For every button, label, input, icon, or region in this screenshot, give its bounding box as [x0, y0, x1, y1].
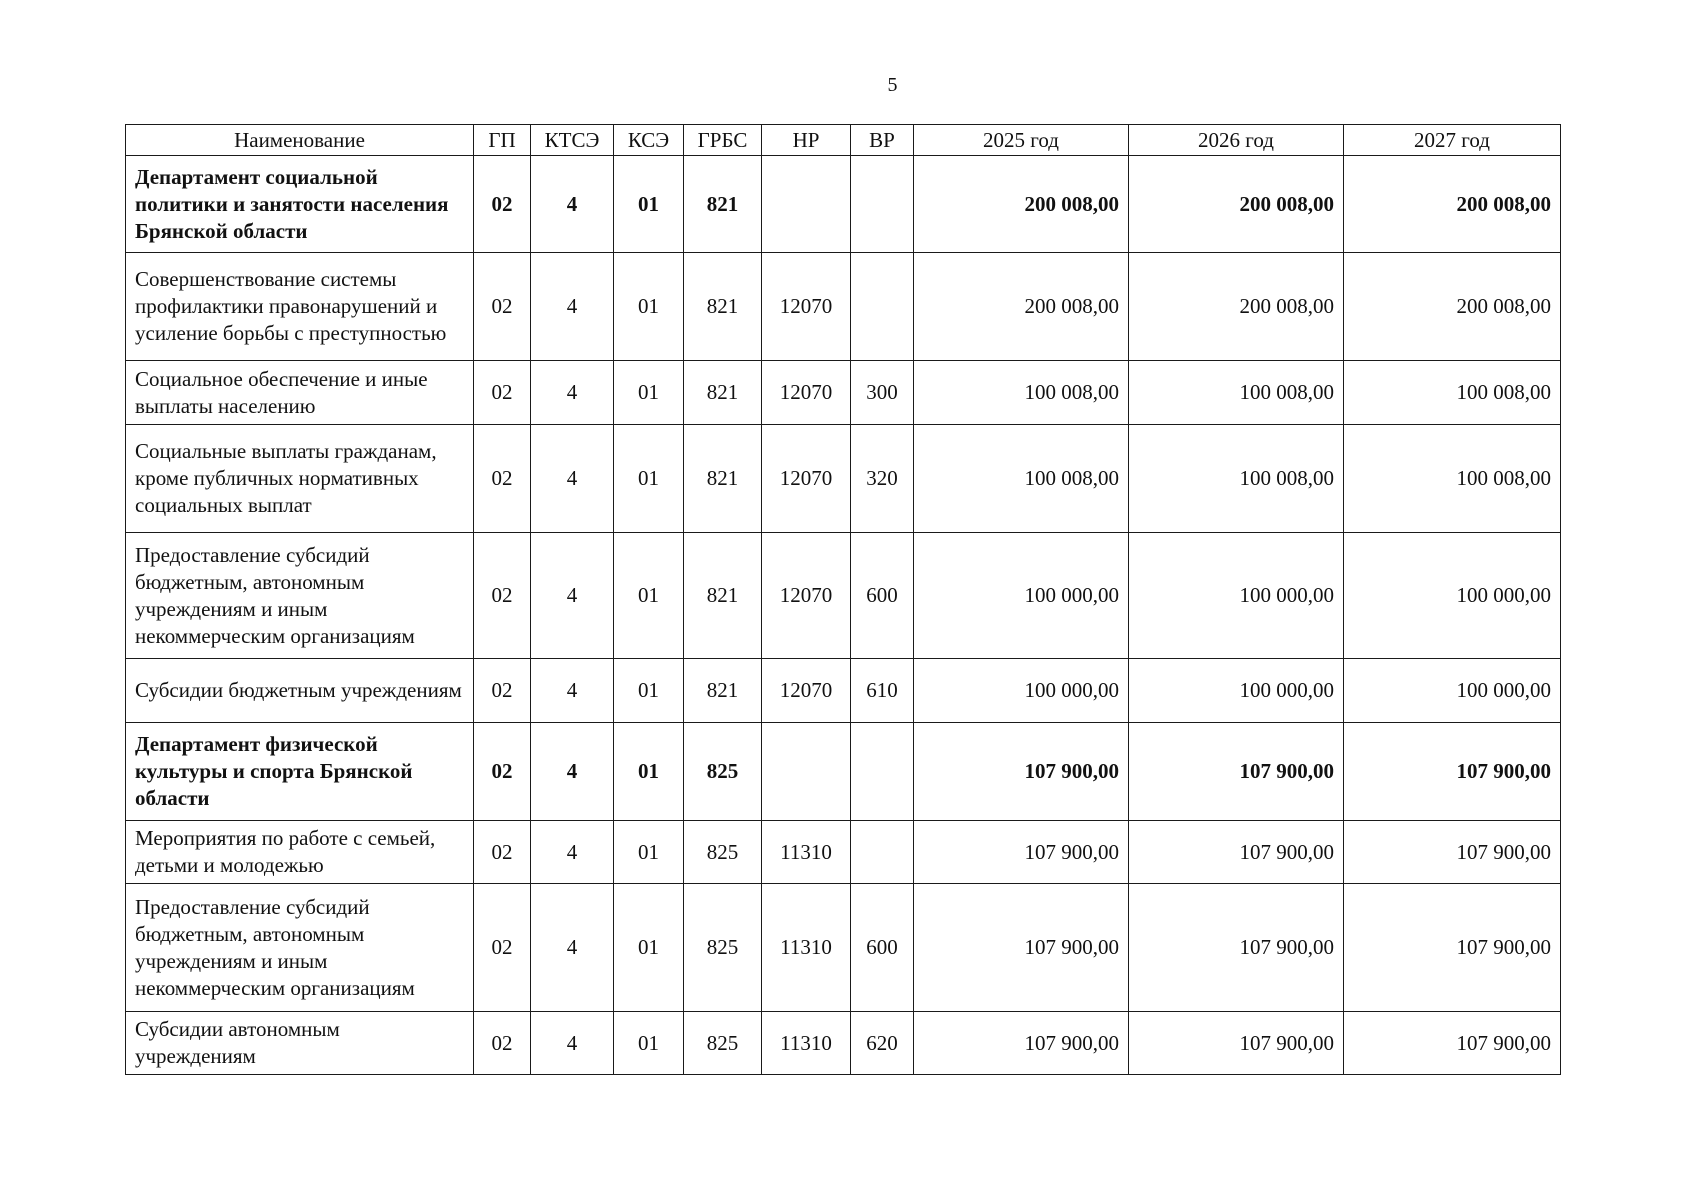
row-nr: 12070: [762, 659, 851, 723]
row-ktse: 4: [531, 1012, 614, 1075]
table-row: [126, 821, 1561, 884]
row-2027: 107 900,00: [1344, 884, 1561, 1012]
row-2025: 107 900,00: [914, 723, 1129, 821]
header-2025: 2025 год: [914, 125, 1129, 156]
row-2026: 100 008,00: [1129, 361, 1344, 425]
row-2027: 100 008,00: [1344, 425, 1561, 533]
row-ktse: 4: [531, 425, 614, 533]
row-name: Субсидии бюджетным учреждениям: [126, 659, 474, 723]
row-nr: 12070: [762, 253, 851, 361]
row-2025: 100 000,00: [914, 533, 1129, 659]
row-ktse: 4: [531, 884, 614, 1012]
row-grbs: 821: [684, 253, 762, 361]
row-grbs: 821: [684, 361, 762, 425]
budget-table: [125, 124, 1561, 1075]
row-gp: 02: [474, 821, 531, 884]
row-2025: 200 008,00: [914, 156, 1129, 253]
row-gp: 02: [474, 884, 531, 1012]
header-gp: ГП: [474, 125, 531, 156]
row-ktse: 4: [531, 723, 614, 821]
row-2027: 100 000,00: [1344, 659, 1561, 723]
row-ktse: 4: [531, 659, 614, 723]
row-gp: 02: [474, 1012, 531, 1075]
row-vr: 620: [851, 1012, 914, 1075]
row-vr: [851, 253, 914, 361]
row-nr: 11310: [762, 821, 851, 884]
row-2025: 107 900,00: [914, 821, 1129, 884]
header-name: Наименование: [126, 125, 474, 156]
row-nr: [762, 156, 851, 253]
row-kse: 01: [614, 253, 684, 361]
table-header-row: [126, 125, 1561, 156]
row-ktse: 4: [531, 156, 614, 253]
table-row: [126, 156, 1561, 253]
row-name: Предоставление субсидий бюджетным, автономным учреждениям и иным некоммерческим организациям: [126, 884, 474, 1012]
header-grbs: ГРБС: [684, 125, 762, 156]
row-2026: 107 900,00: [1129, 723, 1344, 821]
row-2027: 107 900,00: [1344, 723, 1561, 821]
row-name: Департамент социальной политики и занятости населения Брянской области: [126, 156, 474, 253]
row-vr: 600: [851, 884, 914, 1012]
row-nr: [762, 723, 851, 821]
table-row: [126, 533, 1561, 659]
row-grbs: 825: [684, 723, 762, 821]
table-row: [126, 361, 1561, 425]
header-ktse: КТСЭ: [531, 125, 614, 156]
row-2025: 107 900,00: [914, 1012, 1129, 1075]
table-row: [126, 659, 1561, 723]
row-nr: 11310: [762, 884, 851, 1012]
row-kse: 01: [614, 425, 684, 533]
row-2026: 200 008,00: [1129, 253, 1344, 361]
row-kse: 01: [614, 1012, 684, 1075]
row-grbs: 825: [684, 1012, 762, 1075]
row-gp: 02: [474, 659, 531, 723]
row-grbs: 821: [684, 425, 762, 533]
row-2027: 107 900,00: [1344, 1012, 1561, 1075]
row-gp: 02: [474, 253, 531, 361]
row-nr: 12070: [762, 425, 851, 533]
row-2027: 200 008,00: [1344, 253, 1561, 361]
row-2026: 100 008,00: [1129, 425, 1344, 533]
table-row: [126, 723, 1561, 821]
row-kse: 01: [614, 156, 684, 253]
row-name: Предоставление субсидий бюджетным, автономным учреждениям и иным некоммерческим организациям: [126, 533, 474, 659]
row-gp: 02: [474, 156, 531, 253]
row-kse: 01: [614, 659, 684, 723]
row-vr: 600: [851, 533, 914, 659]
row-grbs: 821: [684, 533, 762, 659]
row-2026: 107 900,00: [1129, 1012, 1344, 1075]
row-2025: 100 008,00: [914, 425, 1129, 533]
row-2025: 100 000,00: [914, 659, 1129, 723]
row-nr: 12070: [762, 533, 851, 659]
header-nr: НР: [762, 125, 851, 156]
row-vr: [851, 723, 914, 821]
row-kse: 01: [614, 821, 684, 884]
row-name: Совершенствование системы профилактики правонарушений и усиление борьбы с преступностью: [126, 253, 474, 361]
row-nr: 11310: [762, 1012, 851, 1075]
row-kse: 01: [614, 884, 684, 1012]
row-grbs: 825: [684, 884, 762, 1012]
row-ktse: 4: [531, 361, 614, 425]
row-gp: 02: [474, 533, 531, 659]
row-gp: 02: [474, 361, 531, 425]
row-grbs: 821: [684, 156, 762, 253]
row-name: Социальное обеспечение и иные выплаты населению: [126, 361, 474, 425]
row-gp: 02: [474, 425, 531, 533]
row-nr: 12070: [762, 361, 851, 425]
table-row: [126, 425, 1561, 533]
header-vr: ВР: [851, 125, 914, 156]
row-2027: 107 900,00: [1344, 821, 1561, 884]
row-2026: 100 000,00: [1129, 659, 1344, 723]
row-name: Департамент физической культуры и спорта Брянской области: [126, 723, 474, 821]
table-row: [126, 884, 1561, 1012]
row-vr: 610: [851, 659, 914, 723]
row-2027: 100 008,00: [1344, 361, 1561, 425]
row-vr: [851, 821, 914, 884]
row-ktse: 4: [531, 253, 614, 361]
row-grbs: 825: [684, 821, 762, 884]
row-2026: 100 000,00: [1129, 533, 1344, 659]
table-row: [126, 1012, 1561, 1075]
header-2026: 2026 год: [1129, 125, 1344, 156]
row-2025: 107 900,00: [914, 884, 1129, 1012]
row-ktse: 4: [531, 533, 614, 659]
row-kse: 01: [614, 723, 684, 821]
row-2026: 200 008,00: [1129, 156, 1344, 253]
row-2026: 107 900,00: [1129, 884, 1344, 1012]
row-2026: 107 900,00: [1129, 821, 1344, 884]
row-vr: [851, 156, 914, 253]
row-gp: 02: [474, 723, 531, 821]
row-2027: 200 008,00: [1344, 156, 1561, 253]
row-ktse: 4: [531, 821, 614, 884]
header-kse: КСЭ: [614, 125, 684, 156]
row-vr: 320: [851, 425, 914, 533]
row-kse: 01: [614, 361, 684, 425]
row-name: Социальные выплаты гражданам, кроме публичных нормативных социальных выплат: [126, 425, 474, 533]
row-2027: 100 000,00: [1344, 533, 1561, 659]
table-row: [126, 253, 1561, 361]
row-2025: 100 008,00: [914, 361, 1129, 425]
header-2027: 2027 год: [1344, 125, 1561, 156]
row-grbs: 821: [684, 659, 762, 723]
page-number: 5: [887, 74, 898, 96]
row-name: Мероприятия по работе с семьей, детьми и молодежью: [126, 821, 474, 884]
row-name: Субсидии автономным учреждениям: [126, 1012, 474, 1075]
row-2025: 200 008,00: [914, 253, 1129, 361]
row-vr: 300: [851, 361, 914, 425]
row-kse: 01: [614, 533, 684, 659]
